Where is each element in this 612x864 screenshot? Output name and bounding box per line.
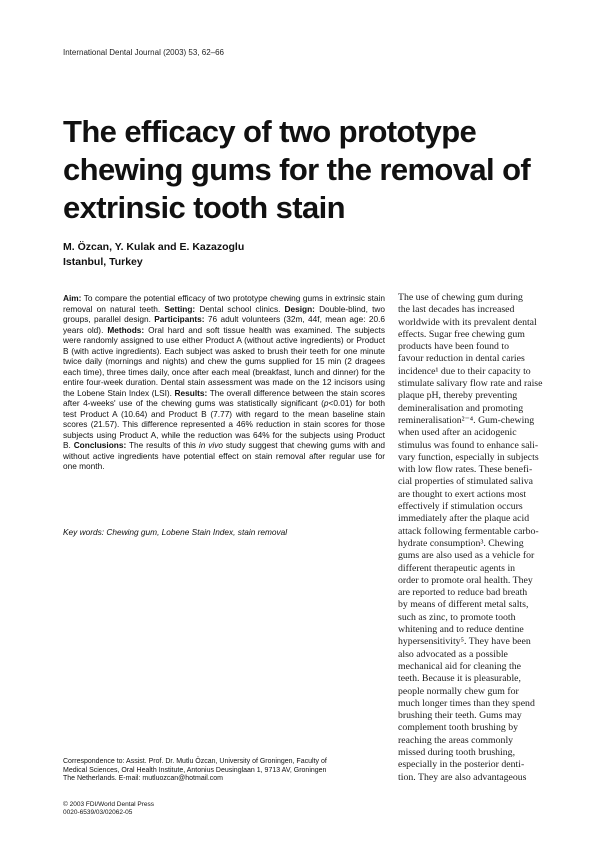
results-text: <0.01) for both test Product A (10.64) and Product B (7.77) with regard to the mean baseline stain scores (21.57). This difference represented a 46% reduction in stain scores for those subjects using Product A, while the reduction was 64% for the subjects using Product B. (63, 398, 385, 450)
conclusions-text: The results of this (126, 440, 199, 450)
setting-text: Dental school clinics. (195, 303, 285, 314)
results-text: The overall difference between the stain scores after 4-weeks' use of the chewing gums was statistically significant ( (63, 387, 385, 408)
body-text-line: mechanical aid for cleaning the (398, 660, 521, 672)
title-line: The efficacy of two prototype (63, 114, 477, 149)
body-text-line: are thought to exert actions most (398, 488, 527, 500)
participants-text: 76 adult volunteers (32m, 44f, mean age: 20.6 years old). (63, 314, 386, 335)
body-text-line: effectively if stimulation occurs (398, 501, 523, 513)
body-text-line: attack following fermentable carbo- (398, 525, 539, 537)
body-text-line: immediately after the plaque acid (398, 513, 530, 525)
body-text-line: incidence¹ due to their capacity to (398, 365, 531, 377)
body-text-line: especially in the posterior denti- (398, 759, 525, 771)
copyright-line: © 2003 FDI/World Dental Press (63, 801, 155, 808)
body-text-line: tion. They are also advantageous (398, 771, 527, 783)
body-text-line: by means of different metal salts, (398, 599, 529, 611)
body-text-line: teeth. Because it is pleasurable, (398, 673, 521, 685)
results-p-value: p (323, 398, 329, 408)
body-text-line: favour reduction in dental caries (398, 353, 525, 365)
abstract (63, 293, 385, 472)
article-title (63, 113, 553, 227)
body-text-line: complement tooth brushing by (398, 722, 518, 734)
aim-text: To compare the potential efficacy of two prototype chewing gums in extrinsic stain removal on natural teeth. (63, 293, 385, 314)
aim-label: Aim: (63, 293, 82, 303)
participants-label: Participants: (154, 314, 205, 324)
body-text-line: remineralisation²⁻⁴. Gum-chewing (398, 414, 535, 426)
body-text-line: with low flow rates. These benefi- (398, 464, 533, 476)
body-text-line: reaching the areas commonly (398, 734, 514, 746)
design-label: Design: (284, 303, 315, 314)
results-label: Results: (174, 387, 208, 398)
body-text-line: different therapeutic agents in (398, 562, 516, 574)
body-text-line: gums are also used as a vehicle for (398, 550, 535, 562)
correspondence-line: Correspondence to: Assist. Prof. Dr. Mutlu Özcan, University of Groningen, Faculty of (63, 758, 327, 765)
body-text-column (398, 292, 558, 784)
correspondence-line: Medical Sciences, Oral Health Institute, Antonius Deusinglaan 1, 9713 AV, Groningen (63, 766, 327, 774)
correspondence (63, 758, 385, 784)
body-text-line: stimulate salivary flow rate and raise (398, 378, 543, 390)
body-text-line: are reported to reduce bad breath (398, 587, 528, 599)
body-text-line: plaque pH, thereby preventing (398, 390, 518, 402)
body-text-line: missed during tooth brushing, (398, 746, 516, 758)
setting-label: Setting: (164, 303, 196, 314)
body-text-line: vary function, especially in subjects (398, 451, 539, 463)
conclusions-text: study suggest that chewing gums with and without active ingredients have potential effect on stain removal after regular use for one month. (63, 440, 385, 471)
title-line: chewing gums for the removal of (63, 152, 531, 187)
methods-label: Methods: (107, 324, 145, 335)
methods-text: Oral hard and soft tissue health was examined. The subjects were randomly assigned to use either Product A (without active ingredients) or Product B (with active ingredients). Each subject was asked to brush their teeth for one minute twice daily (mornings and nights) and chew the gums supplied for 15 min (2 dragees each time), three times daily, once after each meal (breakfast, lunch and dinner) for the entire four-week duration. Dental stain assessment was made on the 12 incisors using the Lobene Stain Index (LSI). (63, 324, 385, 398)
body-text-line: effects. Sugar free chewing gum (398, 328, 525, 340)
body-text-line: the last decades has increased (398, 304, 515, 316)
body-text-line: demineralisation and promoting (398, 402, 524, 414)
design-text: Double-blind, two groups, parallel design. (63, 303, 385, 324)
body-text-line: brushing their teeth. Gums may (398, 710, 522, 722)
body-text-line: hydrate consumption³. Chewing (398, 537, 524, 549)
body-text-line: The use of chewing gum during (398, 292, 523, 303)
body-text-line: stimulus was found to enhance sali- (398, 439, 539, 451)
copyright (63, 801, 154, 817)
body-text-line: worldwide with its prevalent dental (398, 316, 537, 328)
body-text-line: also advocated as a possible (398, 648, 508, 660)
body-text-line: when used after an acidogenic (398, 427, 517, 439)
body-text-line: much longer times than they spend (398, 697, 535, 709)
body-text-line: order to promote oral health. They (398, 574, 533, 586)
journal-reference: International Dental Journal (2003) 53, 62–66 (63, 48, 224, 57)
body-text-line: people normally chew gum for (398, 685, 519, 697)
body-text-line: products have been found to (398, 341, 509, 353)
author-location: Istanbul, Turkey (63, 256, 143, 268)
authors: M. Özcan, Y. Kulak and E. Kazazoglu (63, 241, 245, 253)
body-text-line: cial properties of stimulated saliva (398, 476, 533, 488)
body-text-line: such as zinc, to promote tooth (398, 611, 516, 623)
conclusions-label: Conclusions: (73, 440, 127, 450)
keywords: Key words: Chewing gum, Lobene Stain Index, stain removal (63, 527, 288, 537)
title-line: extrinsic tooth stain (63, 190, 345, 225)
copyright-line: 0020-6539/03/02062-05 (63, 809, 133, 816)
correspondence-line: The Netherlands. E-mail: mutluozcan@hotmail.com (63, 775, 224, 782)
conclusions-in-vivo: in vivo (198, 440, 223, 450)
body-text-line: hypersensitivity⁵. They have been (398, 636, 531, 648)
body-text-line: whitening and to reduce dentine (398, 624, 524, 636)
